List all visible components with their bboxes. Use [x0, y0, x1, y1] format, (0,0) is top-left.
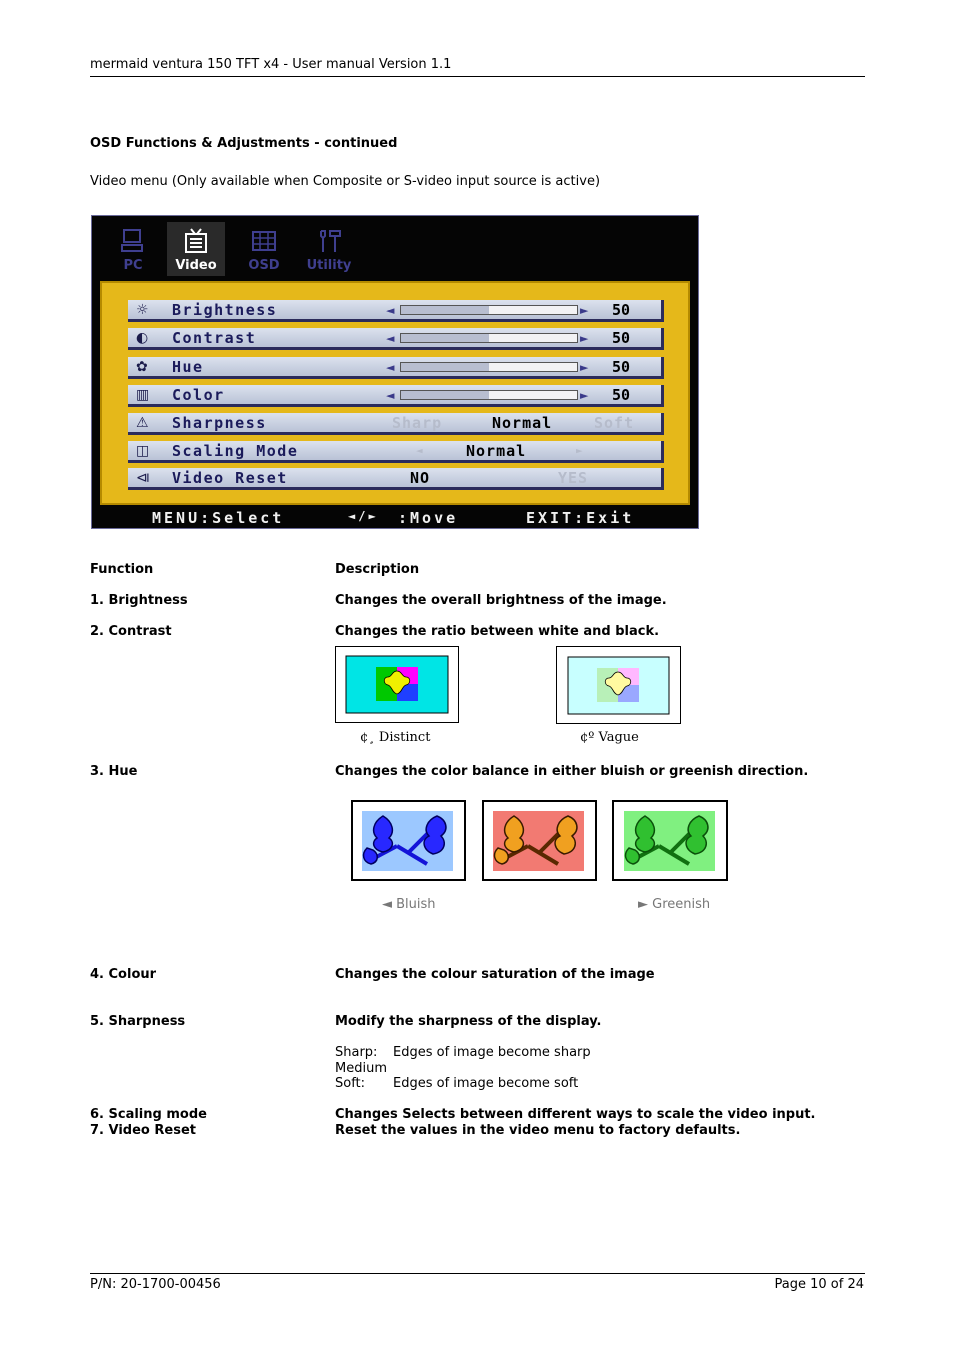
left-arrow-icon: ◄ — [386, 304, 395, 317]
osd-tab-label: Utility — [306, 258, 352, 273]
osd-row-value: 50 — [612, 386, 631, 404]
footer-divider — [90, 1273, 865, 1274]
osd-row-sharpness — [128, 413, 664, 435]
osd-row-label: Scaling Mode — [172, 442, 299, 460]
description-sharpness: Modify the sharpness of the display. — [335, 1014, 602, 1029]
sharpness-soft-value: Edges of image become soft — [393, 1076, 579, 1091]
leaf-neutral-illustration — [484, 802, 595, 879]
osd-row-value: 50 — [612, 329, 631, 347]
hue-bluish-image — [351, 800, 466, 881]
osd-row-value: 50 — [612, 358, 631, 376]
contrast-vague-image — [556, 646, 681, 724]
osd-row-value: 50 — [612, 301, 631, 319]
right-arrow-icon: ► — [576, 444, 584, 457]
osd-footer-hints — [92, 509, 698, 527]
description-colour: Changes the colour saturation of the image — [335, 967, 655, 982]
description-contrast: Changes the ratio between white and black. — [335, 624, 660, 639]
osd-row-label: Hue — [172, 358, 204, 376]
hue-neutral-image — [482, 800, 597, 881]
description-video-reset: Reset the values in the video menu to factory defaults. — [335, 1123, 741, 1138]
left-arrow-icon: ◄ — [386, 332, 395, 345]
sharpness-soft-key: Soft: — [335, 1076, 366, 1091]
document-header: mermaid ventura 150 TFT x4 - User manual Version 1.1 — [90, 57, 452, 72]
slider-track — [400, 390, 578, 400]
osd-tab-utility — [300, 222, 358, 276]
leaf-greenish-illustration — [614, 802, 726, 879]
osd-tab-label: OSD — [248, 258, 280, 273]
reset-icon: ⧏ — [136, 470, 150, 486]
slider-fill — [401, 363, 489, 371]
osd-row-label: Video Reset — [172, 469, 288, 487]
osd-hint-select: MENU:Select — [152, 509, 285, 527]
slider-fill — [401, 334, 489, 342]
hue-caption-bluish: ◄ Bluish — [382, 897, 436, 912]
left-arrow-icon: ◄ — [386, 389, 395, 402]
hue-icon: ✿ — [136, 359, 148, 375]
slider-fill — [401, 306, 489, 314]
osd-settings-panel — [100, 281, 690, 505]
table-head-description: Description — [335, 562, 420, 577]
reset-option-yes: YES — [558, 469, 589, 487]
osd-tab-label: Video — [175, 258, 217, 273]
right-arrow-icon: ► — [580, 332, 589, 345]
contrast-icon: ◐ — [136, 330, 149, 346]
sharpness-sharp-key: Sharp: — [335, 1045, 378, 1060]
function-contrast: 2. Contrast — [90, 624, 172, 639]
osd-row-label: Color — [172, 386, 225, 404]
function-hue: 3. Hue — [90, 764, 138, 779]
slider-fill — [401, 391, 489, 399]
osd-hint-exit: EXIT:Exit — [526, 509, 635, 527]
osd-row-label: Sharpness — [172, 414, 267, 432]
osd-tab-video — [167, 222, 225, 276]
right-arrow-icon: ► — [580, 361, 589, 374]
sharpness-icon: ⚠ — [136, 415, 149, 431]
osd-row-contrast — [128, 328, 664, 350]
contrast-distinct-image — [335, 646, 459, 723]
contrast-vague-illustration — [557, 647, 680, 723]
right-arrow-icon: ► — [580, 304, 589, 317]
osd-row-scaling-mode — [128, 441, 664, 463]
function-brightness: 1. Brightness — [90, 593, 188, 608]
contrast-caption-distinct: ¢¸ Distinct — [360, 730, 431, 745]
osd-row-label: Contrast — [172, 329, 257, 347]
osd-tab-pc — [104, 222, 162, 276]
section-intro: Video menu (Only available when Composite or S-video input source is active) — [90, 174, 601, 189]
sharpness-option-sharp: Sharp — [392, 414, 443, 432]
right-arrow-icon: ► — [580, 389, 589, 402]
sharpness-medium: Medium — [335, 1061, 387, 1076]
osd-row-brightness — [128, 300, 664, 322]
osd-video-menu-screenshot — [91, 215, 699, 529]
osd-tab-osd — [235, 222, 293, 276]
sharpness-option-normal: Normal — [492, 414, 553, 432]
color-slider — [386, 389, 591, 402]
left-arrow-icon: ◄ — [386, 361, 395, 374]
tv-icon — [183, 228, 209, 254]
function-colour: 4. Colour — [90, 967, 157, 982]
slider-track — [400, 333, 578, 343]
brightness-icon: ☼ — [136, 302, 149, 318]
tools-icon — [316, 228, 342, 254]
contrast-caption-vague: ¢º Vague — [580, 730, 639, 745]
function-scaling-mode: 6. Scaling mode — [90, 1107, 207, 1122]
pc-icon — [120, 228, 146, 254]
osd-grid-icon — [251, 228, 277, 254]
osd-hint-move-arrows-icon: ◄/► — [348, 509, 379, 523]
function-sharpness: 5. Sharpness — [90, 1014, 186, 1029]
sharpness-option-soft: Soft — [594, 414, 635, 432]
left-arrow-icon: ◄ — [416, 444, 424, 457]
osd-row-hue — [128, 357, 664, 379]
function-video-reset: 7. Video Reset — [90, 1123, 196, 1138]
header-divider — [90, 76, 865, 77]
description-hue: Changes the color balance in either bluish or greenish direction. — [335, 764, 809, 779]
footer-part-number: P/N: 20-1700-00456 — [90, 1277, 221, 1292]
hue-slider — [386, 361, 591, 374]
contrast-distinct-illustration — [336, 647, 458, 722]
description-brightness: Changes the overall brightness of the image. — [335, 593, 667, 608]
color-icon: ▥ — [136, 387, 150, 403]
osd-row-color — [128, 385, 664, 407]
sharpness-sharp-value: Edges of image become sharp — [393, 1045, 591, 1060]
description-scaling-mode: Changes Selects between different ways to scale the video input. — [335, 1107, 816, 1122]
slider-track — [400, 305, 578, 315]
hue-greenish-image — [612, 800, 728, 881]
section-title: OSD Functions & Adjustments - continued — [90, 136, 398, 151]
footer-page-number: Page 10 of 24 — [774, 1277, 864, 1292]
scaling-icon: ◫ — [136, 443, 150, 459]
osd-row-label: Brightness — [172, 301, 278, 319]
scaling-mode-value: Normal — [466, 442, 527, 460]
osd-hint-move: :Move — [398, 509, 459, 527]
contrast-slider — [386, 332, 591, 345]
hue-caption-greenish: ► Greenish — [638, 897, 711, 912]
leaf-bluish-illustration — [353, 802, 464, 879]
osd-row-video-reset — [128, 468, 664, 490]
reset-option-no: NO — [410, 469, 431, 487]
slider-track — [400, 362, 578, 372]
table-head-function: Function — [90, 562, 154, 577]
brightness-slider — [386, 304, 591, 317]
osd-tab-label: PC — [123, 258, 143, 273]
